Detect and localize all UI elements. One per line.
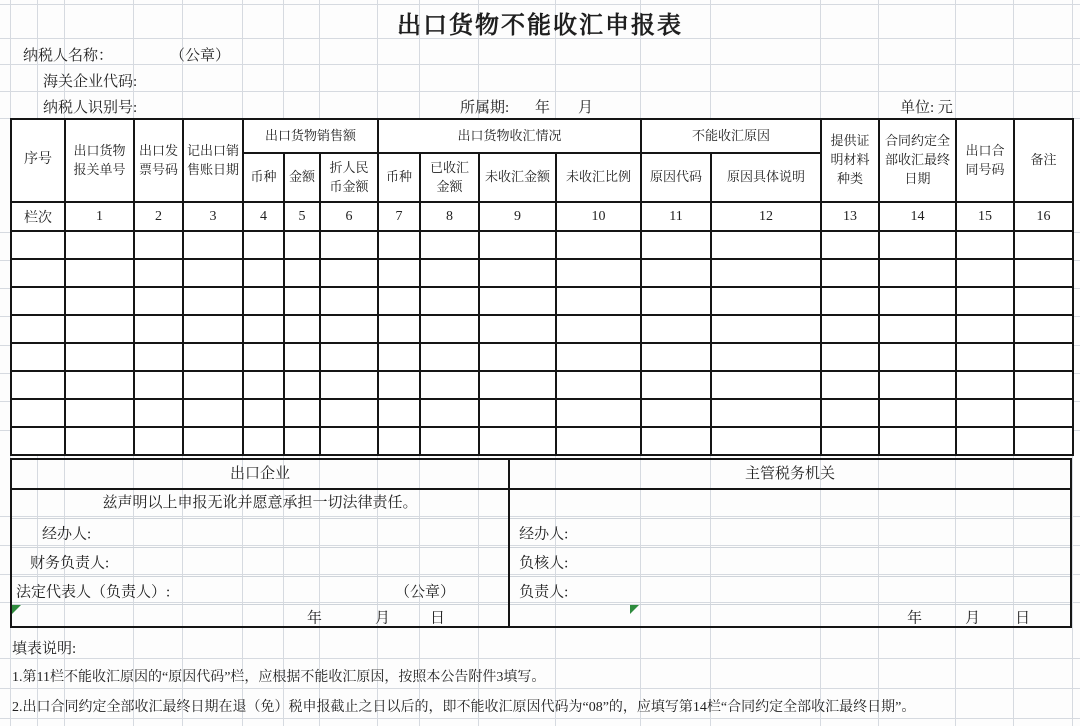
tax-agent-row <box>510 518 1070 547</box>
unit-label: 单位: 元 <box>900 100 953 116</box>
empty-cell[interactable] <box>243 259 284 287</box>
table-header <box>11 119 1073 231</box>
empty-cell[interactable] <box>284 259 320 287</box>
tax-review-row <box>510 547 1070 576</box>
taxpayer-name-label: 纳税人名称： <box>23 48 114 64</box>
taxpayer-id-label: 纳税人识别号: <box>43 100 138 116</box>
empty-cell[interactable] <box>711 231 821 259</box>
empty-cell[interactable] <box>711 315 821 343</box>
empty-cell[interactable] <box>479 399 556 427</box>
empty-cell[interactable] <box>711 427 821 455</box>
empty-cell[interactable] <box>134 371 183 399</box>
empty-cell[interactable] <box>65 259 134 287</box>
col-header-sale-currency: 币种 <box>243 153 284 202</box>
empty-cell[interactable] <box>1014 343 1073 371</box>
empty-cell[interactable] <box>641 399 711 427</box>
empty-cell[interactable] <box>479 371 556 399</box>
empty-cell[interactable] <box>879 315 956 343</box>
green-triangle-icon <box>630 605 639 614</box>
empty-cell[interactable] <box>879 427 956 455</box>
col-header-sale-amount: 金额 <box>284 153 320 202</box>
table-row <box>11 231 1073 259</box>
col-header-evidence-type: 提供证明材料种类 <box>821 119 879 202</box>
col-num: 14 <box>879 202 956 231</box>
empty-cell[interactable] <box>479 427 556 455</box>
col-num: 5 <box>284 202 320 231</box>
empty-cell[interactable] <box>1014 371 1073 399</box>
empty-cell[interactable] <box>320 343 378 371</box>
empty-cell[interactable] <box>711 343 821 371</box>
empty-cell[interactable] <box>378 259 420 287</box>
empty-cell[interactable] <box>711 259 821 287</box>
tax-authority-pane <box>508 460 1070 626</box>
green-triangle-icon <box>12 605 21 614</box>
col-num: 3 <box>183 202 243 231</box>
empty-cell[interactable] <box>284 399 320 427</box>
empty-cell[interactable] <box>378 343 420 371</box>
empty-cell[interactable] <box>378 315 420 343</box>
empty-cell[interactable] <box>821 371 879 399</box>
empty-cell[interactable] <box>11 231 65 259</box>
col-num: 2 <box>134 202 183 231</box>
empty-cell[interactable] <box>711 371 821 399</box>
empty-cell[interactable] <box>879 259 956 287</box>
empty-cell[interactable] <box>420 259 479 287</box>
exporter-finance-label: 财务负责人: <box>30 555 110 572</box>
empty-cell[interactable] <box>556 315 641 343</box>
gridline <box>0 658 1080 659</box>
empty-cell[interactable] <box>243 371 284 399</box>
empty-cell[interactable] <box>65 231 134 259</box>
empty-cell[interactable] <box>11 399 65 427</box>
col-num: 13 <box>821 202 879 231</box>
col-num: 12 <box>711 202 821 231</box>
tax-responsible-label: 负责人: <box>519 584 569 600</box>
empty-cell[interactable] <box>11 371 65 399</box>
exporter-date-day: 日 <box>430 610 446 626</box>
empty-cell[interactable] <box>711 287 821 315</box>
empty-cell[interactable] <box>1014 315 1073 343</box>
gridline <box>0 91 1080 92</box>
declaration-table <box>10 118 1074 456</box>
gridline <box>0 64 1080 65</box>
empty-cell[interactable] <box>65 287 134 315</box>
header-group-row <box>11 119 1073 153</box>
col-num: 15 <box>956 202 1014 231</box>
empty-cell[interactable] <box>378 287 420 315</box>
col-header-index: 序号 <box>11 119 65 202</box>
empty-cell[interactable] <box>1014 259 1073 287</box>
empty-cell[interactable] <box>956 399 1014 427</box>
exporter-date-row <box>12 604 508 628</box>
empty-cell[interactable] <box>556 427 641 455</box>
tax-authority-empty-row <box>510 490 1070 518</box>
empty-cell[interactable] <box>821 399 879 427</box>
exporter-pane-header: 出口企业 <box>12 460 508 490</box>
col-num: 6 <box>320 202 378 231</box>
empty-cell[interactable] <box>243 231 284 259</box>
empty-cell[interactable] <box>243 315 284 343</box>
empty-cell[interactable] <box>821 427 879 455</box>
exporter-agent-row <box>12 518 508 547</box>
empty-cell[interactable] <box>641 343 711 371</box>
empty-cell[interactable] <box>11 287 65 315</box>
col-header-invoice-no: 出口发票号码 <box>134 119 183 202</box>
empty-cell[interactable] <box>420 287 479 315</box>
col-header-unreceived-ratio: 未收汇比例 <box>556 153 641 202</box>
exporter-agent-label: 经办人: <box>42 526 92 543</box>
col-header-booking-date: 记出口销售账日期 <box>183 119 243 202</box>
empty-cell[interactable] <box>479 259 556 287</box>
group-header-sales: 出口货物销售额 <box>243 119 378 153</box>
tax-date-day: 日 <box>1015 610 1031 626</box>
empty-cell[interactable] <box>641 427 711 455</box>
table-row <box>11 399 1073 427</box>
empty-cell[interactable] <box>420 399 479 427</box>
col-header-contract-no: 出口合同号码 <box>956 119 1014 202</box>
empty-cell[interactable] <box>641 287 711 315</box>
empty-cell[interactable] <box>479 287 556 315</box>
taxpayer-name-value: （公章） <box>170 48 231 64</box>
empty-cell[interactable] <box>183 259 243 287</box>
empty-cell[interactable] <box>420 315 479 343</box>
exporter-legal-row <box>12 576 508 604</box>
tax-agent-label: 经办人: <box>519 526 569 543</box>
table-row <box>11 427 1073 455</box>
empty-cell[interactable] <box>479 343 556 371</box>
col-num: 16 <box>1014 202 1073 231</box>
empty-cell[interactable] <box>183 231 243 259</box>
row-label-cell: 栏次 <box>11 202 65 231</box>
empty-cell[interactable] <box>284 371 320 399</box>
col-num: 10 <box>556 202 641 231</box>
empty-cell[interactable] <box>956 371 1014 399</box>
tax-date-year: 年 <box>907 610 923 626</box>
empty-cell[interactable] <box>134 427 183 455</box>
group-header-reason: 不能收汇原因 <box>641 119 821 153</box>
col-header-sale-rmb-amount: 折人民币金额 <box>320 153 378 202</box>
empty-cell[interactable] <box>879 343 956 371</box>
exporter-pane <box>12 460 508 626</box>
empty-cell[interactable] <box>1014 287 1073 315</box>
empty-cell[interactable] <box>821 259 879 287</box>
notes-heading: 填表说明: <box>12 641 77 657</box>
gridline <box>0 688 1080 689</box>
column-number-row <box>11 202 1073 231</box>
empty-cell[interactable] <box>65 399 134 427</box>
empty-cell[interactable] <box>183 399 243 427</box>
tax-authority-pane-header: 主管税务机关 <box>510 460 1070 490</box>
declaration-statement: 兹声明以上申报无讹并愿意承担一切法律责任。 <box>102 495 418 511</box>
empty-cell[interactable] <box>284 287 320 315</box>
empty-cell[interactable] <box>243 287 284 315</box>
empty-cell[interactable] <box>956 427 1014 455</box>
col-num: 7 <box>378 202 420 231</box>
empty-cell[interactable] <box>243 399 284 427</box>
tax-date-month: 月 <box>965 610 981 626</box>
empty-cell[interactable] <box>1014 427 1073 455</box>
empty-cell[interactable] <box>641 315 711 343</box>
empty-cell[interactable] <box>821 343 879 371</box>
empty-cell[interactable] <box>134 287 183 315</box>
col-num: 4 <box>243 202 284 231</box>
empty-cell[interactable] <box>956 343 1014 371</box>
empty-cell[interactable] <box>134 399 183 427</box>
page-title: 出口货物不能收汇申报表 <box>397 13 683 39</box>
empty-cell[interactable] <box>479 315 556 343</box>
empty-cell[interactable] <box>11 315 65 343</box>
exporter-legal-label: 法定代表人（负责人）: <box>16 584 171 600</box>
empty-cell[interactable] <box>320 231 378 259</box>
empty-cell[interactable] <box>11 259 65 287</box>
empty-cell[interactable] <box>243 343 284 371</box>
empty-cell[interactable] <box>420 343 479 371</box>
table-row <box>11 371 1073 399</box>
note-item-2: 2.出口合同约定全部收汇最终日期在退（免）税申报截止之日以后的，即不能收汇原因代码为“08”的，应填写第14栏“合同约定全部收汇最终日期”。 <box>12 700 916 715</box>
empty-cell[interactable] <box>711 399 821 427</box>
empty-cell[interactable] <box>320 371 378 399</box>
exporter-date-year: 年 <box>307 610 323 626</box>
table-row <box>11 315 1073 343</box>
empty-cell[interactable] <box>1014 231 1073 259</box>
col-num: 1 <box>65 202 134 231</box>
tax-date-row <box>510 604 1070 628</box>
empty-cell[interactable] <box>378 427 420 455</box>
col-header-declaration-no: 出口货物报关单号 <box>65 119 134 202</box>
empty-cell[interactable] <box>378 231 420 259</box>
empty-cell[interactable] <box>879 231 956 259</box>
empty-cell[interactable] <box>65 315 134 343</box>
empty-cell[interactable] <box>956 315 1014 343</box>
empty-cell[interactable] <box>134 343 183 371</box>
empty-cell[interactable] <box>879 287 956 315</box>
empty-cell[interactable] <box>183 427 243 455</box>
empty-cell[interactable] <box>556 287 641 315</box>
exporter-date-month: 月 <box>375 610 391 626</box>
empty-cell[interactable] <box>183 315 243 343</box>
table-row <box>11 343 1073 371</box>
col-num: 11 <box>641 202 711 231</box>
empty-cell[interactable] <box>320 315 378 343</box>
empty-cell[interactable] <box>320 259 378 287</box>
table-row <box>11 259 1073 287</box>
empty-cell[interactable] <box>556 231 641 259</box>
exporter-seal-label: （公章） <box>395 584 456 600</box>
empty-cell[interactable] <box>879 371 956 399</box>
empty-cell[interactable] <box>556 399 641 427</box>
empty-cell[interactable] <box>821 315 879 343</box>
empty-cell[interactable] <box>284 427 320 455</box>
empty-cell[interactable] <box>821 287 879 315</box>
signature-section <box>10 458 1072 628</box>
col-header-contract-final-date: 合同约定全部收汇最终日期 <box>879 119 956 202</box>
period-label: 所属期: <box>460 100 510 116</box>
empty-cell[interactable] <box>479 231 556 259</box>
tax-review-label: 负核人: <box>519 555 569 572</box>
empty-cell[interactable] <box>11 343 65 371</box>
col-header-unreceived-amount: 未收汇金额 <box>479 153 556 202</box>
empty-cell[interactable] <box>556 371 641 399</box>
empty-cell[interactable] <box>420 231 479 259</box>
note-item-1: 1.第11栏不能收汇原因的“原因代码”栏，应根据不能收汇原因，按照本公告附件3填写。 <box>12 670 546 685</box>
empty-cell[interactable] <box>134 315 183 343</box>
empty-cell[interactable] <box>956 287 1014 315</box>
empty-cell[interactable] <box>183 371 243 399</box>
empty-cell[interactable] <box>821 231 879 259</box>
gridline <box>0 718 1080 719</box>
exporter-finance-row <box>12 547 508 576</box>
col-header-recv-currency: 币种 <box>378 153 420 202</box>
empty-cell[interactable] <box>641 371 711 399</box>
empty-cell[interactable] <box>420 371 479 399</box>
period-year-label: 年 <box>535 100 551 116</box>
empty-cell[interactable] <box>183 343 243 371</box>
empty-cell[interactable] <box>320 427 378 455</box>
empty-cell[interactable] <box>641 259 711 287</box>
table-body <box>11 231 1073 455</box>
empty-cell[interactable] <box>378 399 420 427</box>
empty-cell[interactable] <box>378 371 420 399</box>
empty-cell[interactable] <box>243 427 284 455</box>
empty-cell[interactable] <box>134 231 183 259</box>
group-header-receipt: 出口货物收汇情况 <box>378 119 641 153</box>
empty-cell[interactable] <box>320 399 378 427</box>
col-header-remark: 备注 <box>1014 119 1073 202</box>
empty-cell[interactable] <box>956 259 1014 287</box>
empty-cell[interactable] <box>1014 399 1073 427</box>
customs-code-label: 海关企业代码: <box>43 74 138 90</box>
col-header-reason-code: 原因代码 <box>641 153 711 202</box>
empty-cell[interactable] <box>879 399 956 427</box>
empty-cell[interactable] <box>641 231 711 259</box>
tax-responsible-row <box>510 576 1070 604</box>
period-month-label: 月 <box>578 100 594 116</box>
empty-cell[interactable] <box>284 231 320 259</box>
empty-cell[interactable] <box>183 287 243 315</box>
empty-cell[interactable] <box>284 343 320 371</box>
empty-cell[interactable] <box>65 427 134 455</box>
col-header-received-amount: 已收汇金额 <box>420 153 479 202</box>
empty-cell[interactable] <box>284 315 320 343</box>
empty-cell[interactable] <box>420 427 479 455</box>
empty-cell[interactable] <box>320 287 378 315</box>
empty-cell[interactable] <box>956 231 1014 259</box>
table-row <box>11 287 1073 315</box>
empty-cell[interactable] <box>11 427 65 455</box>
col-num: 9 <box>479 202 556 231</box>
empty-cell[interactable] <box>556 259 641 287</box>
empty-cell[interactable] <box>65 343 134 371</box>
empty-cell[interactable] <box>65 371 134 399</box>
empty-cell[interactable] <box>556 343 641 371</box>
empty-cell[interactable] <box>134 259 183 287</box>
col-header-reason-detail: 原因具体说明 <box>711 153 821 202</box>
col-num: 8 <box>420 202 479 231</box>
